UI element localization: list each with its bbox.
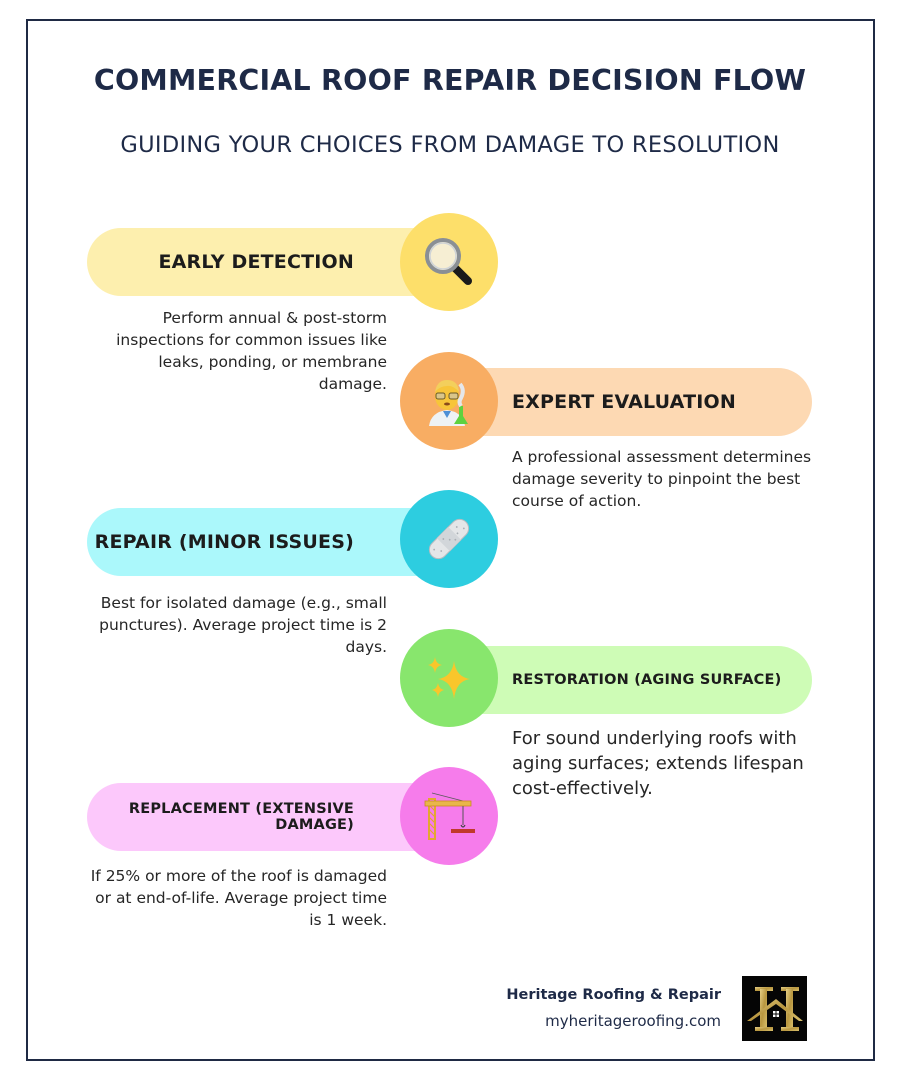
step-description: For sound underlying roofs with aging surfaces; extends lifespan cost-effectively.	[512, 728, 804, 799]
step-early-detection-icon-circle	[400, 213, 498, 311]
step-repair-icon-circle	[400, 490, 498, 588]
sparkles-icon	[424, 653, 474, 703]
step-description: Perform annual & post-storm inspections for common issues like leaks, ponding, or membrane damage.	[116, 309, 387, 393]
step-label: REPLACEMENT (EXTENSIVE DAMAGE)	[128, 801, 354, 833]
step-description: If 25% or more of the roof is damaged or at end-of-life. Average project time is 1 week.	[90, 867, 387, 929]
construction-crane-icon	[423, 791, 475, 841]
page-subtitle: GUIDING YOUR CHOICES FROM DAMAGE TO RESOLUTION	[120, 132, 780, 158]
step-description: Best for isolated damage (e.g., small punctures). Average project time is 2 days.	[99, 594, 387, 656]
company-name: Heritage Roofing & Repair	[506, 987, 721, 1003]
magnifying-glass-icon	[422, 235, 476, 289]
heritage-house-logo-icon	[742, 976, 807, 1041]
bandage-icon	[423, 513, 475, 565]
step-restoration-icon-circle	[400, 629, 498, 727]
step-label: EARLY DETECTION	[158, 250, 354, 273]
step-expert-evaluation-icon-circle	[400, 352, 498, 450]
scientist-icon	[425, 376, 473, 426]
step-label: EXPERT EVALUATION	[512, 390, 736, 413]
step-description: A professional assessment determines damage severity to pinpoint the best course of action.	[512, 448, 812, 510]
step-label: RESTORATION (AGING SURFACE)	[512, 671, 782, 688]
company-website-link[interactable]: myheritageroofing.com	[545, 1012, 721, 1030]
step-label: REPAIR (MINOR ISSUES)	[94, 530, 354, 553]
step-replacement-icon-circle	[400, 767, 498, 865]
page-title: COMMERCIAL ROOF REPAIR DECISION FLOW	[93, 64, 807, 97]
